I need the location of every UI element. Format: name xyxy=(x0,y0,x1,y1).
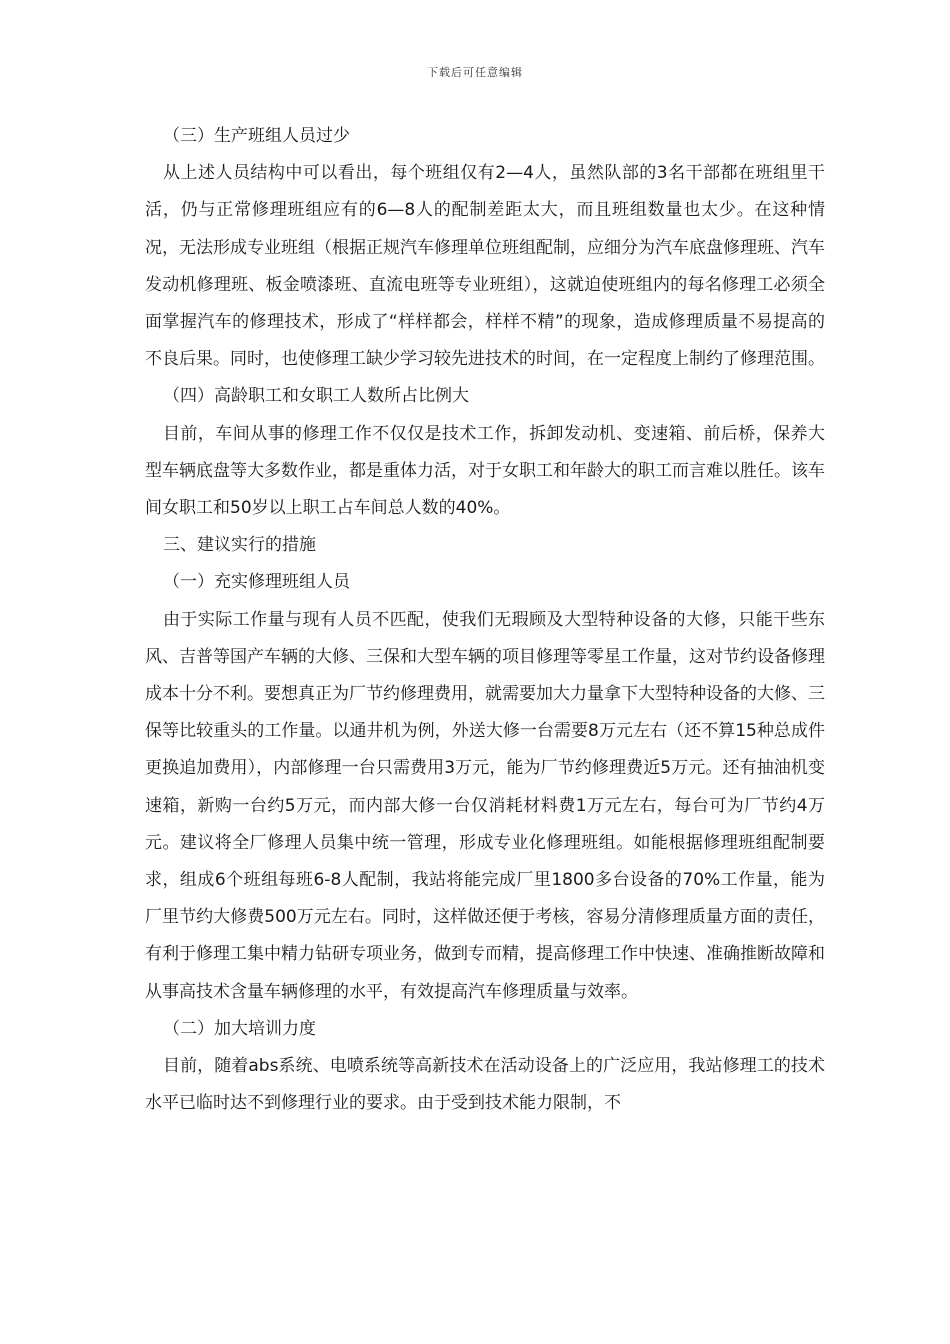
section-heading-1: （一）充实修理班组人员 xyxy=(163,572,350,593)
paragraph: 从上述人员结构中可以看出，每个班组仅有2—4人，虽然队部的3名干部都在班组里干活，仍与正常修理班组应有的6—8人的配制差距太大，而且班组数量也太少。在这种情况，无法形成专业班组（根据正规汽车修理单位班组配制，应细分为汽车底盘修理班、汽车发动机修理班、板金喷漆班、直流电班等专业班组），这就迫使班组内的每名修理工必须全面掌握汽车的修理技术，形成了“样样都会，样样不精”的现象，造成修理质量不易提高的不良后果。同时，也使修理工缺少学习较先进技术的时间，在一定程度上制约了修理范围。 xyxy=(145,163,825,370)
paragraph: 目前，车间从事的修理工作不仅仅是技术工作，拆卸发动机、变速箱、前后桥，保养大型车辆底盘等大多数作业，都是重体力活，对于女职工和年龄大的职工而言难以胜任。该车间女职工和50岁以上职工占车间总人数的40%。 xyxy=(145,423,825,519)
paragraph: 目前，随着abs系统、电喷系统等高新技术在活动设备上的广泛应用，我站修理工的技术水平已临时达不到修理行业的要求。由于受到技术能力限制，不 xyxy=(145,1056,825,1114)
section-heading-3: （三）生产班组人员过少 xyxy=(163,126,350,146)
section-heading-2: （二）加大培训力度 xyxy=(163,1018,316,1039)
paragraph: 由于实际工作量与现有人员不匹配，使我们无瑕顾及大型特种设备的大修，只能干些东风、吉普等国产车辆的大修、三保和大型车辆的项目修理等零星工作量，这对节约设备修理成本十分不利。要想真正为厂节约修理费用，就需要加大力量拿下大型特种设备的大修、三保等比较重头的工作量。以通井机为例，外送大修一台需要8万元左右（还不算15种总成件更换追加费用），内部修理一台只需费用3万元，能为厂节约修理费近5万元。还有抽油机变速箱，新购一台约5万元，而内部大修一台仅消耗材料费1万元左右，每台可为厂节约4万元。建议将全厂修理人员集中统一管理，形成专业化修理班组。如能根据修理班组配制要求，组成6个班组每班6-8人配制，我站将能完成厂里1800多台设备的70%工作量，能为厂里节约大修费500万元左右。同时，这样做还便于考核，容易分清修理质量方面的责任，有利于修理工集中精力钻研专项业务，做到专而精，提高修理工作中快速、准确推断故障和从事高技术含量车辆修理的水平，有效提高汽车修理质量与效率。 xyxy=(145,609,825,1002)
chapter-heading-3: 三、建议实行的措施 xyxy=(163,535,316,556)
section-heading-4: （四）高龄职工和女职工人数所占比例大 xyxy=(163,386,469,407)
page-header: 下载后可任意编辑 xyxy=(427,66,523,79)
document-body xyxy=(145,118,825,1122)
